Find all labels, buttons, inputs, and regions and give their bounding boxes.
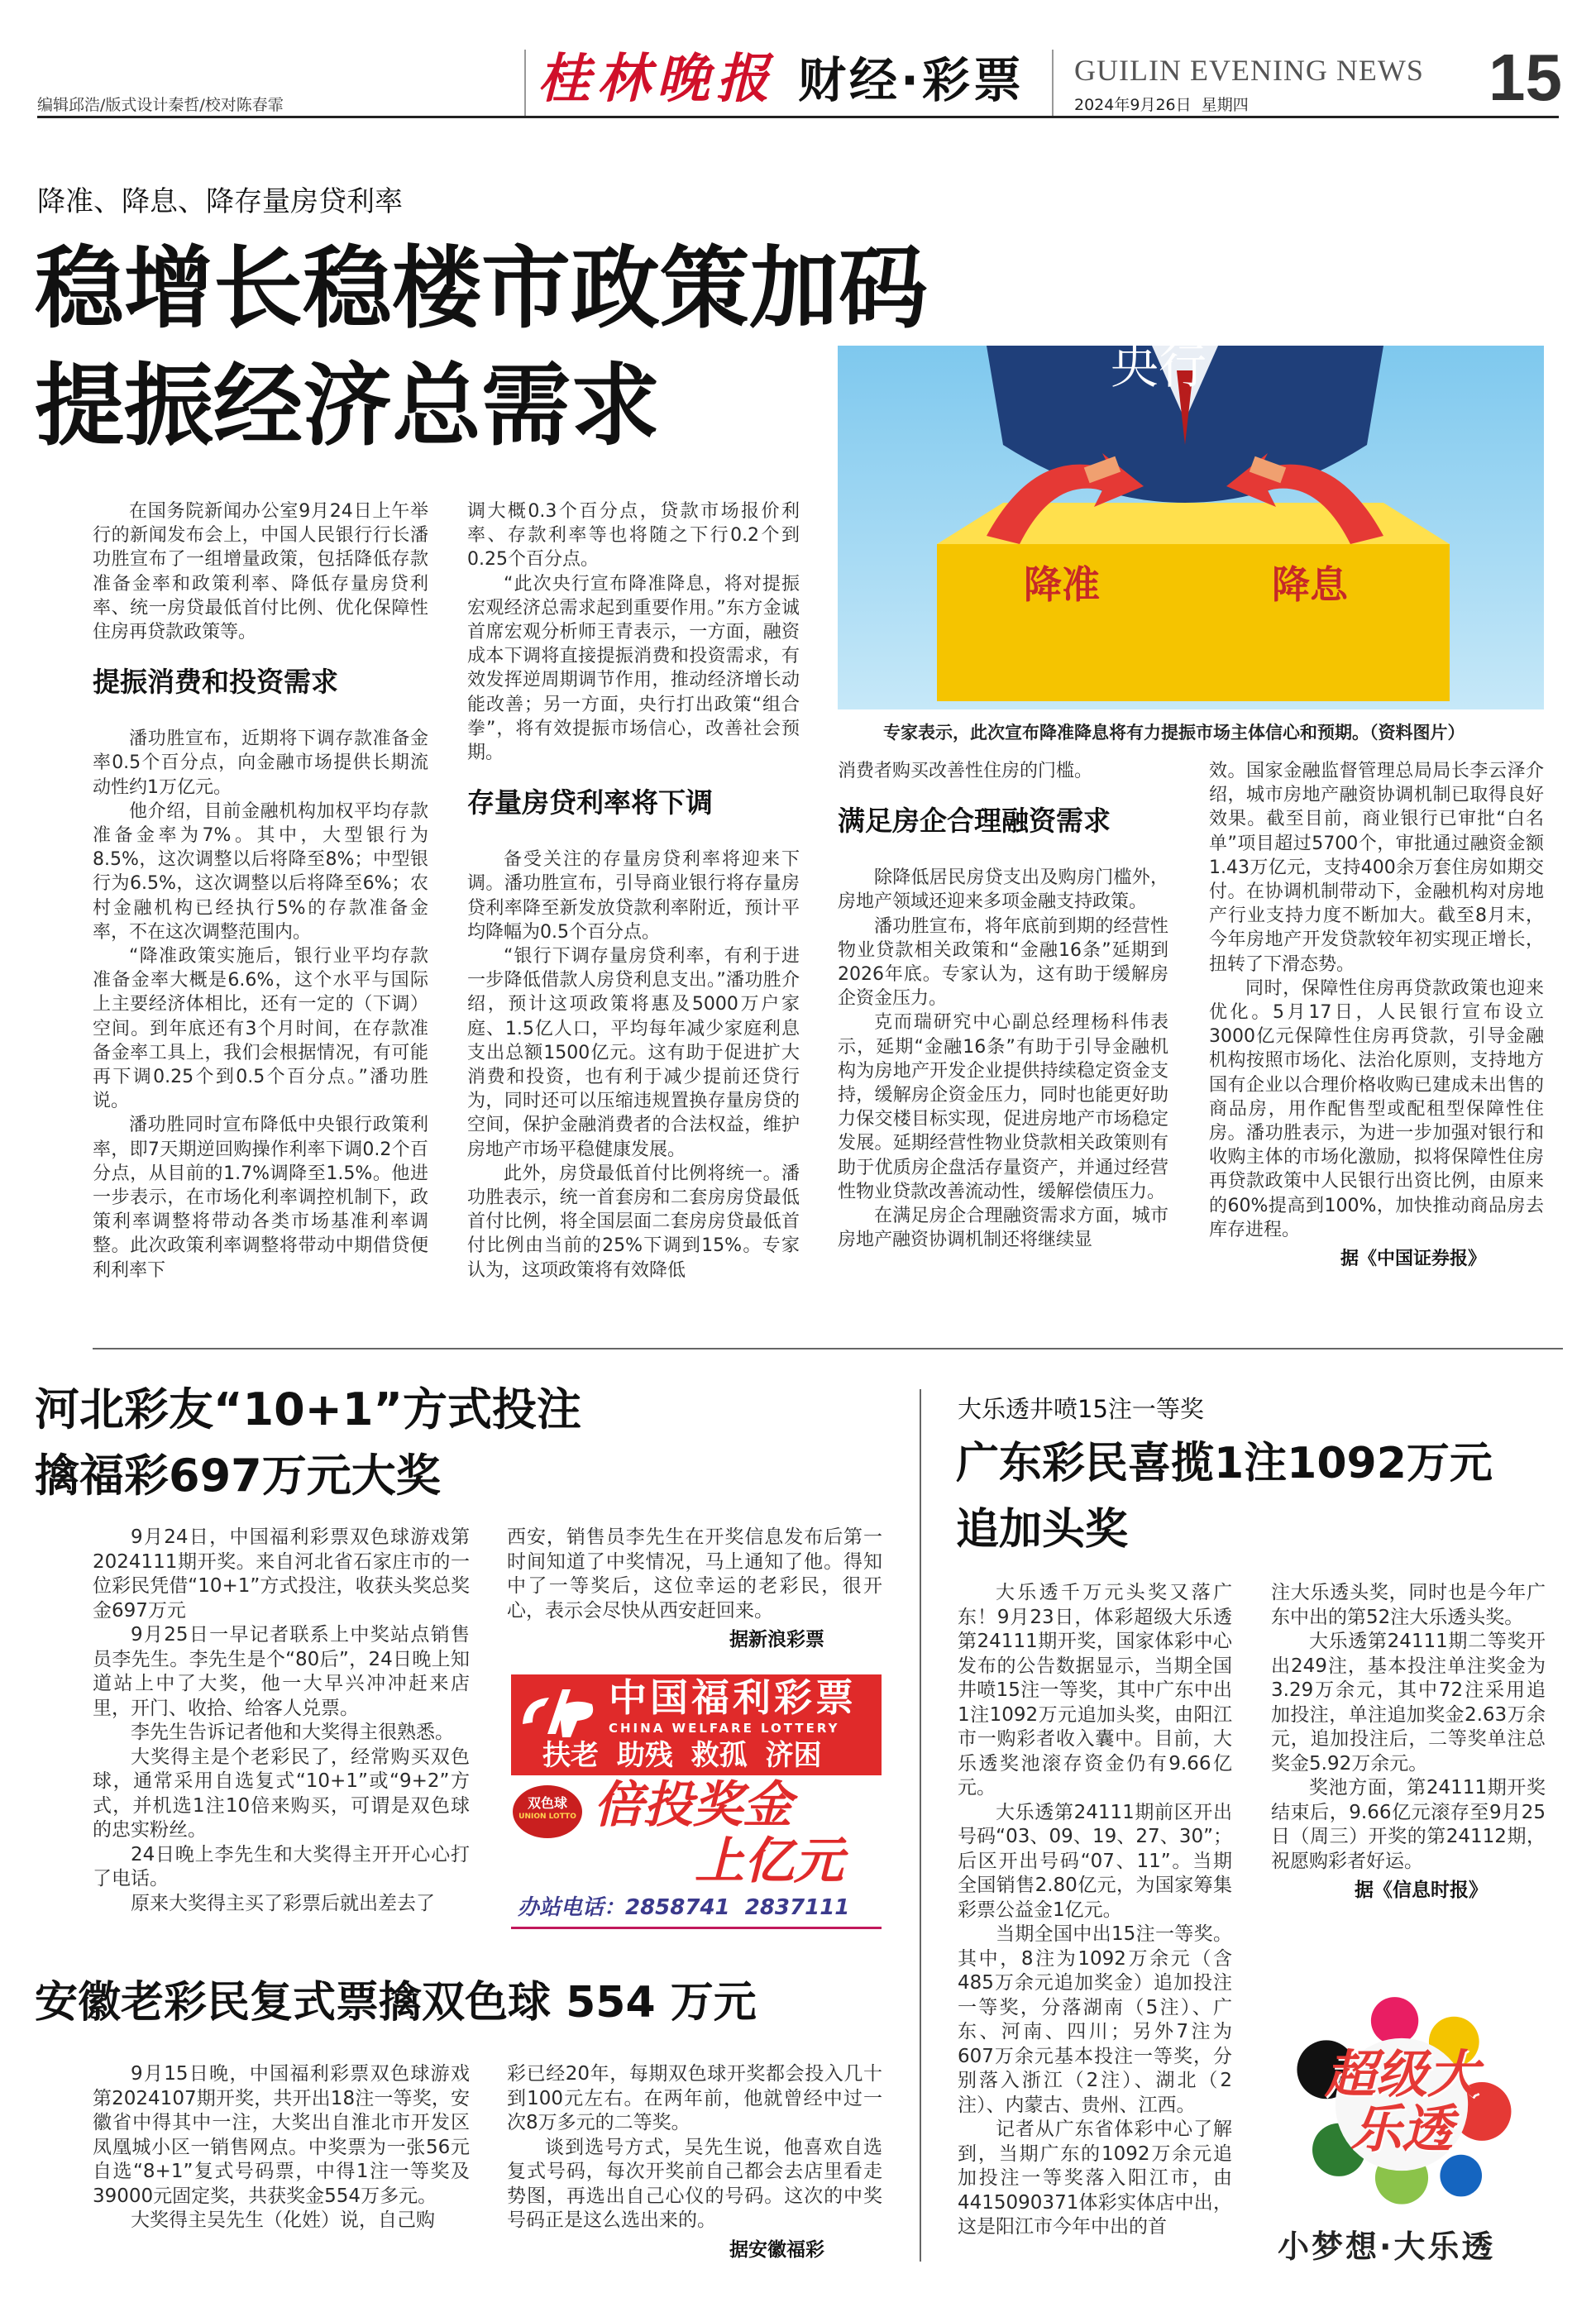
section-divider [93, 1348, 1563, 1349]
paragraph: 同时，保障性住房再贷款政策也迎来优化。5月17日，人民银行宣布设立3000亿元保障性住房再贷款，引导金融机构按照市场化、法治化原则，支持地方国有企业以合理价格收购已建成未出售的商品房，用作配售型或配租型保障性住房。潘功胜表示，为进一步加强对银行和收购主体的市场化激励，拟将保障性住房再贷款政策中人民银行出资比例，由原来的60%提高到100%，加快推动商品房去库存进程。 [1209, 977, 1544, 1240]
anhui-column-1 [93, 2062, 470, 2233]
illustration-label-central-bank: 央行 [1111, 346, 1207, 394]
paragraph: 此外，房贷最低首付比例将统一。潘功胜表示，统一首套房和二套房房贷最低首付比例，将全国层面二套房房贷最低首付比例由当前的25%下调到15%。专家认为，这项政策将有效降低 [467, 1163, 800, 1281]
paragraph: 奖池方面，第24111期开奖结束后，9.66亿元滚存至9月25日（周三）开奖的第24112期，祝愿购彩者好运。 [1271, 1777, 1546, 1872]
ad-brand-en: CHINA WELFARE LOTTERY [609, 1721, 840, 1736]
paragraph: 9月15日晚，中国福利彩票双色球游戏第2024107期开奖，共开出18注一等奖，安徽省中得其中一注，大奖出自淮北市开发区凤凰城小区一销售网点。中奖票为一张56元自选“8+1”复式号码票，中得1注一等奖及39000元固定奖，共获奖金554万多元。 [93, 2063, 470, 2207]
paragraph: 24日晚上李先生和大奖得主开开心心打了电话。 [93, 1843, 470, 1889]
ad-brand-cn: 中国福利彩票 [609, 1675, 857, 1720]
paragraph: “此次央行宣布降准降息，将对提振宏观经济总需求起到重要作用。”东方金诚首席宏观分析师王青表示，一方面，融资成本下调将直接提振消费和投资需求，有效发挥逆周期调节作用，推动经济增长动能改善；另一方面，央行打出政策“组合拳”，将有效提振市场信心，改善社会预期。 [467, 573, 800, 764]
paragraph: “降准政策实施后，银行业平均存款准备金率大概是6.6%，这个水平与国际上主要经济体相比，还有一定的（下调）空间。到年底还有3个月时间，在存款准备金率工具上，我们会根据情况，有可能再下调0.25个到0.5个百分点。”潘功胜说。 [93, 946, 428, 1112]
source-credit: 据安徽福彩 [729, 2238, 824, 2261]
guangdong-column-1 [958, 1581, 1232, 2240]
super-lotto-slogan: 小梦想·大乐透 [1278, 2228, 1496, 2265]
lead-column-1 [93, 499, 428, 1283]
ad-promo-line1: 倍投奖金 [594, 1776, 792, 1834]
newspaper-logo: 桂林晚报 [538, 48, 776, 110]
masthead-divider [1052, 50, 1054, 116]
hebei-column-2 [507, 1526, 882, 1653]
lead-column-4 [1209, 759, 1544, 1271]
source-credit: 据《中国证券报》 [1340, 1249, 1486, 1270]
illustration-label-rrr-cut: 降准 [1024, 562, 1100, 607]
editors-credit: 编辑邱浩/版式设计秦哲/校对陈春霏 [37, 96, 284, 114]
super-lotto-logo [1290, 1993, 1513, 2216]
paragraph: 在国务院新闻办公室9月24日上午举行的新闻发布会上，中国人民银行行长潘功胜宣布了一组增量政策，包括降低存款准备金率和政策利率、降低存量房贷利率、统一房贷最低首付比例、优化保障性住房再贷款政策等。 [93, 501, 428, 643]
anhui-column-2 [507, 2062, 882, 2262]
union-lotto-logo-cn: 双色球 [527, 1795, 567, 1811]
lead-column-3 [838, 759, 1168, 1252]
subheading: 满足房企合理融资需求 [838, 805, 1111, 838]
paragraph: 大乐透第24111期前区开出号码“03、09、19、27、30”；后区开出号码“07、11”。当期全国销售2.80亿元，为国家筹集彩票公益金1亿元。 [958, 1801, 1232, 1921]
paragraph: “银行下调存量房贷利率，有利于进一步降低借款人房贷利息支出。”潘功胜介绍，预计这项政策将惠及5000万户家庭、1.5亿人口，平均每年减少家庭利息支出总额1500亿元。这有助于促进扩大消费和投资，也有利于减少提前还贷行为，同时还可以压缩违规置换存量房贷的空间，保护金融消费者的合法权益，维护房地产市场平稳健康发展。 [467, 946, 800, 1160]
column-divider [920, 1389, 921, 2262]
ad-promo-line2: 上亿元 [695, 1832, 843, 1890]
paragraph: 大乐透第24111期二等奖开出249注，基本投注单注奖金为3.29万余元，其中72注采用追加投注，单注追加奖金2.63万余元，追加投注后，二等奖单注总奖金5.92万余元。 [1271, 1631, 1546, 1775]
paragraph: 克而瑞研究中心副总经理杨科伟表示，延期“金融16条”有助于引导金融机构为房地产开发企业提供持续稳定资金支持，缓解房企资金压力，同时也能更好助力保交楼目标实现，促进房地产市场稳定发展。延期经营性物业贷款相关政策则有助于优质房企盘活存量资产，并通过经营性物业贷款改善流动性，缓解偿债压力。 [838, 1012, 1168, 1202]
ad-bottom-rule [511, 1927, 882, 1929]
paragraph: 潘功胜宣布，将年底前到期的经营性物业贷款相关政策和“金融16条”延期到2026年底。专家认为，这有助于缓解房企资金压力。 [838, 915, 1168, 1010]
lead-kicker: 降准、降息、降存量房贷利率 [37, 185, 403, 218]
paragraph: 在满足房企合理融资需求方面，城市房地产融资协调机制还将继续显 [838, 1206, 1168, 1251]
paragraph: 注大乐透头奖，同时也是今年广东中出的第52注大乐透头奖。 [1271, 1582, 1546, 1628]
guangdong-kicker: 大乐透井喷15注一等奖 [958, 1395, 1204, 1423]
issue-date: 2024年9月26日 星期四 [1074, 96, 1249, 114]
lead-headline-line2: 提振经济总需求 [35, 355, 661, 458]
ad-slogan: 扶老 助残 救孤 济困 [542, 1739, 822, 1772]
welfare-lottery-ad [511, 1674, 882, 1931]
paragraph: 效。国家金融监督管理总局局长李云泽介绍，城市房地产融资协调机制已取得良好效果。截至目前，商业银行已审批“白名单”项目超过5700个，审批通过融资金额1.43万亿元，支持400余万套住房如期交付。在协调机制带动下，金融机构对房地产行业支持力度不断加大。截至8月末，今年房地产开发贷款较年初实现正增长，扭转了下滑态势。 [1209, 761, 1544, 975]
ad-phone: 办站电话：2858741 2837111 [518, 1895, 850, 1920]
guangdong-column-2 [1271, 1581, 1546, 1904]
hebei-headline-line2: 擒福彩697万元大奖 [35, 1450, 441, 1502]
paragraph: 潘功胜同时宣布降低中央银行政策利率，即7天期逆回购操作利率下调0.2个百分点，从目前的1.7%调降至1.5%。他进一步表示，在市场化利率调控机制下，政策利率调整将带动各类市场基准利率调整。此次政策利率调整将带动中期借贷便利利率下 [93, 1115, 428, 1281]
paragraph: 当期全国中出15注一等奖。其中，8注为1092万余元（含485万余元追加奖金）追加投注一等奖，分落湖南（5注）、广东、河南、四川；另外7注为607万余元基本投注一等奖，分别落入浙江（2注）、湖北（2注）、内蒙古、贵州、江西。 [958, 1923, 1232, 2116]
paragraph: 消费者购买改善性住房的门槛。 [838, 761, 1093, 781]
paragraph: 大奖得主是个老彩民了，经常购买双色球，通常采用自选复式“10+1”或“9+2”方式，并机选1注10倍来购买，可谓是双色球的忠实粉丝。 [93, 1746, 470, 1841]
lead-column-2 [467, 499, 800, 1283]
paragraph: 他介绍，目前金融机构加权平均存款准备金率为7%。其中，大型银行为8.5%，这次调整以后将降至8%；中型银行为6.5%，这次调整以后将降至6%；农村金融机构已经执行5%的存款准备金率，不在这次调整范围内。 [93, 800, 428, 943]
paragraph: 9月24日，中国福利彩票双色球游戏第2024111期开奖。来自河北省石家庄市的一位彩民凭借“10+1”方式投注，收获头奖总奖金697万元 [93, 1526, 470, 1622]
super-lotto-logo-text: 超级大乐透 [1324, 2044, 1479, 2159]
source-credit: 据新浪彩票 [729, 1629, 824, 1650]
paragraph: 调大概0.3个百分点，贷款市场报价利率、存款利率等也将随之下行0.2个到0.25个百分点。 [467, 501, 800, 571]
union-lotto-logo-en: UNION LOTTO [518, 1813, 576, 1821]
paragraph: 原来大奖得主买了彩票后就出差去了 [131, 1892, 435, 1914]
page-number: 15 [1488, 41, 1562, 114]
paragraph: 除降低居民房贷支出及购房门槛外，房地产领域还迎来多项金融支持政策。 [838, 867, 1168, 913]
paragraph: 潘功胜宣布，近期将下调存款准备金率0.5个百分点，向金融市场提供长期流动性约1万亿元。 [93, 728, 428, 798]
paragraph: 谈到选号方式，吴先生说，他喜欢自选复式号码，每次开奖前自己都会去店里看走势图，再选出自己心仪的号码。这次的中奖号码正是这么选出来的。 [507, 2136, 882, 2231]
ad-red-banner [511, 1674, 882, 1775]
paragraph: 西安，销售员李先生在开奖信息发布后第一时间知道了中奖情况，马上通知了他。得知中了一等奖后，这位幸运的老彩民，很开心，表示会尽快从西安赶回来。 [507, 1526, 882, 1622]
anhui-headline: 安徽老彩民复式票擒双色球 554 万元 [35, 1978, 757, 2028]
image-caption: 专家表示，此次宣布降准降息将有力提振市场主体信心和预期。（资料图片） [883, 723, 1465, 743]
subheading: 存量房贷利率将下调 [467, 786, 713, 819]
masthead-rule [37, 116, 1559, 118]
guangdong-headline-line1: 广东彩民喜揽1注1092万元 [956, 1439, 1493, 1488]
paragraph: 大乐透千万元头奖又落广东！9月23日，体彩超级大乐透第24111期开奖，国家体彩中心发布的公告数据显示，当期全国井喷15注一等奖，其中广东中出1注1092万元追加头奖，由阳江市一购彩者收入囊中。目前，大乐透奖池滚存资金仍有9.66亿元。 [958, 1582, 1232, 1798]
guangdong-headline-line2: 追加头奖 [956, 1505, 1129, 1555]
paragraph: 彩已经20年，每期双色球开奖都会投入几十到100元左右。在两年前，他就曾经中过一次8万多元的二等奖。 [507, 2063, 882, 2133]
paragraph: 记者从广东省体彩中心了解到，当期广东的1092万余元追加投注一等奖落入阳江市，由4415090371体彩实体店中出，这是阳江市今年中出的首 [958, 2119, 1232, 2238]
illustration-label-rate-cut: 降息 [1272, 562, 1348, 607]
welfare-lottery-emblem-icon [516, 1683, 599, 1741]
paragraph: 9月25日一早记者联系上中奖站点销售员李先生。李先生是个“80后”，24日晚上知道站上中了大奖，他一大早兴冲冲赶来店里，开门、收拾、给客人兑票。 [93, 1624, 470, 1719]
english-name: GUILIN EVENING NEWS [1074, 54, 1424, 87]
central-bank-illustration [838, 346, 1544, 709]
section-title: 财经·彩票 [798, 52, 1025, 108]
paragraph: 李先生告诉记者他和大奖得主很熟悉。 [131, 1722, 454, 1743]
union-lotto-logo [513, 1785, 582, 1838]
paragraph: 大奖得主吴先生（化姓）说，自己购 [131, 2209, 435, 2231]
masthead-divider [524, 50, 526, 116]
subheading: 提振消费和投资需求 [93, 666, 338, 699]
hebei-headline-line1: 河北彩友“10+1”方式投注 [35, 1383, 581, 1435]
source-credit: 据《信息时报》 [1355, 1880, 1488, 1901]
lead-headline-line1: 稳增长稳楼市政策加码 [35, 237, 929, 341]
hebei-column-1 [93, 1526, 470, 1916]
paragraph: 备受关注的存量房贷利率将迎来下调。潘功胜宣布，引导商业银行将存量房贷利率降至新发放贷款利率附近，预计平均降幅为0.5个百分点。 [467, 849, 800, 943]
